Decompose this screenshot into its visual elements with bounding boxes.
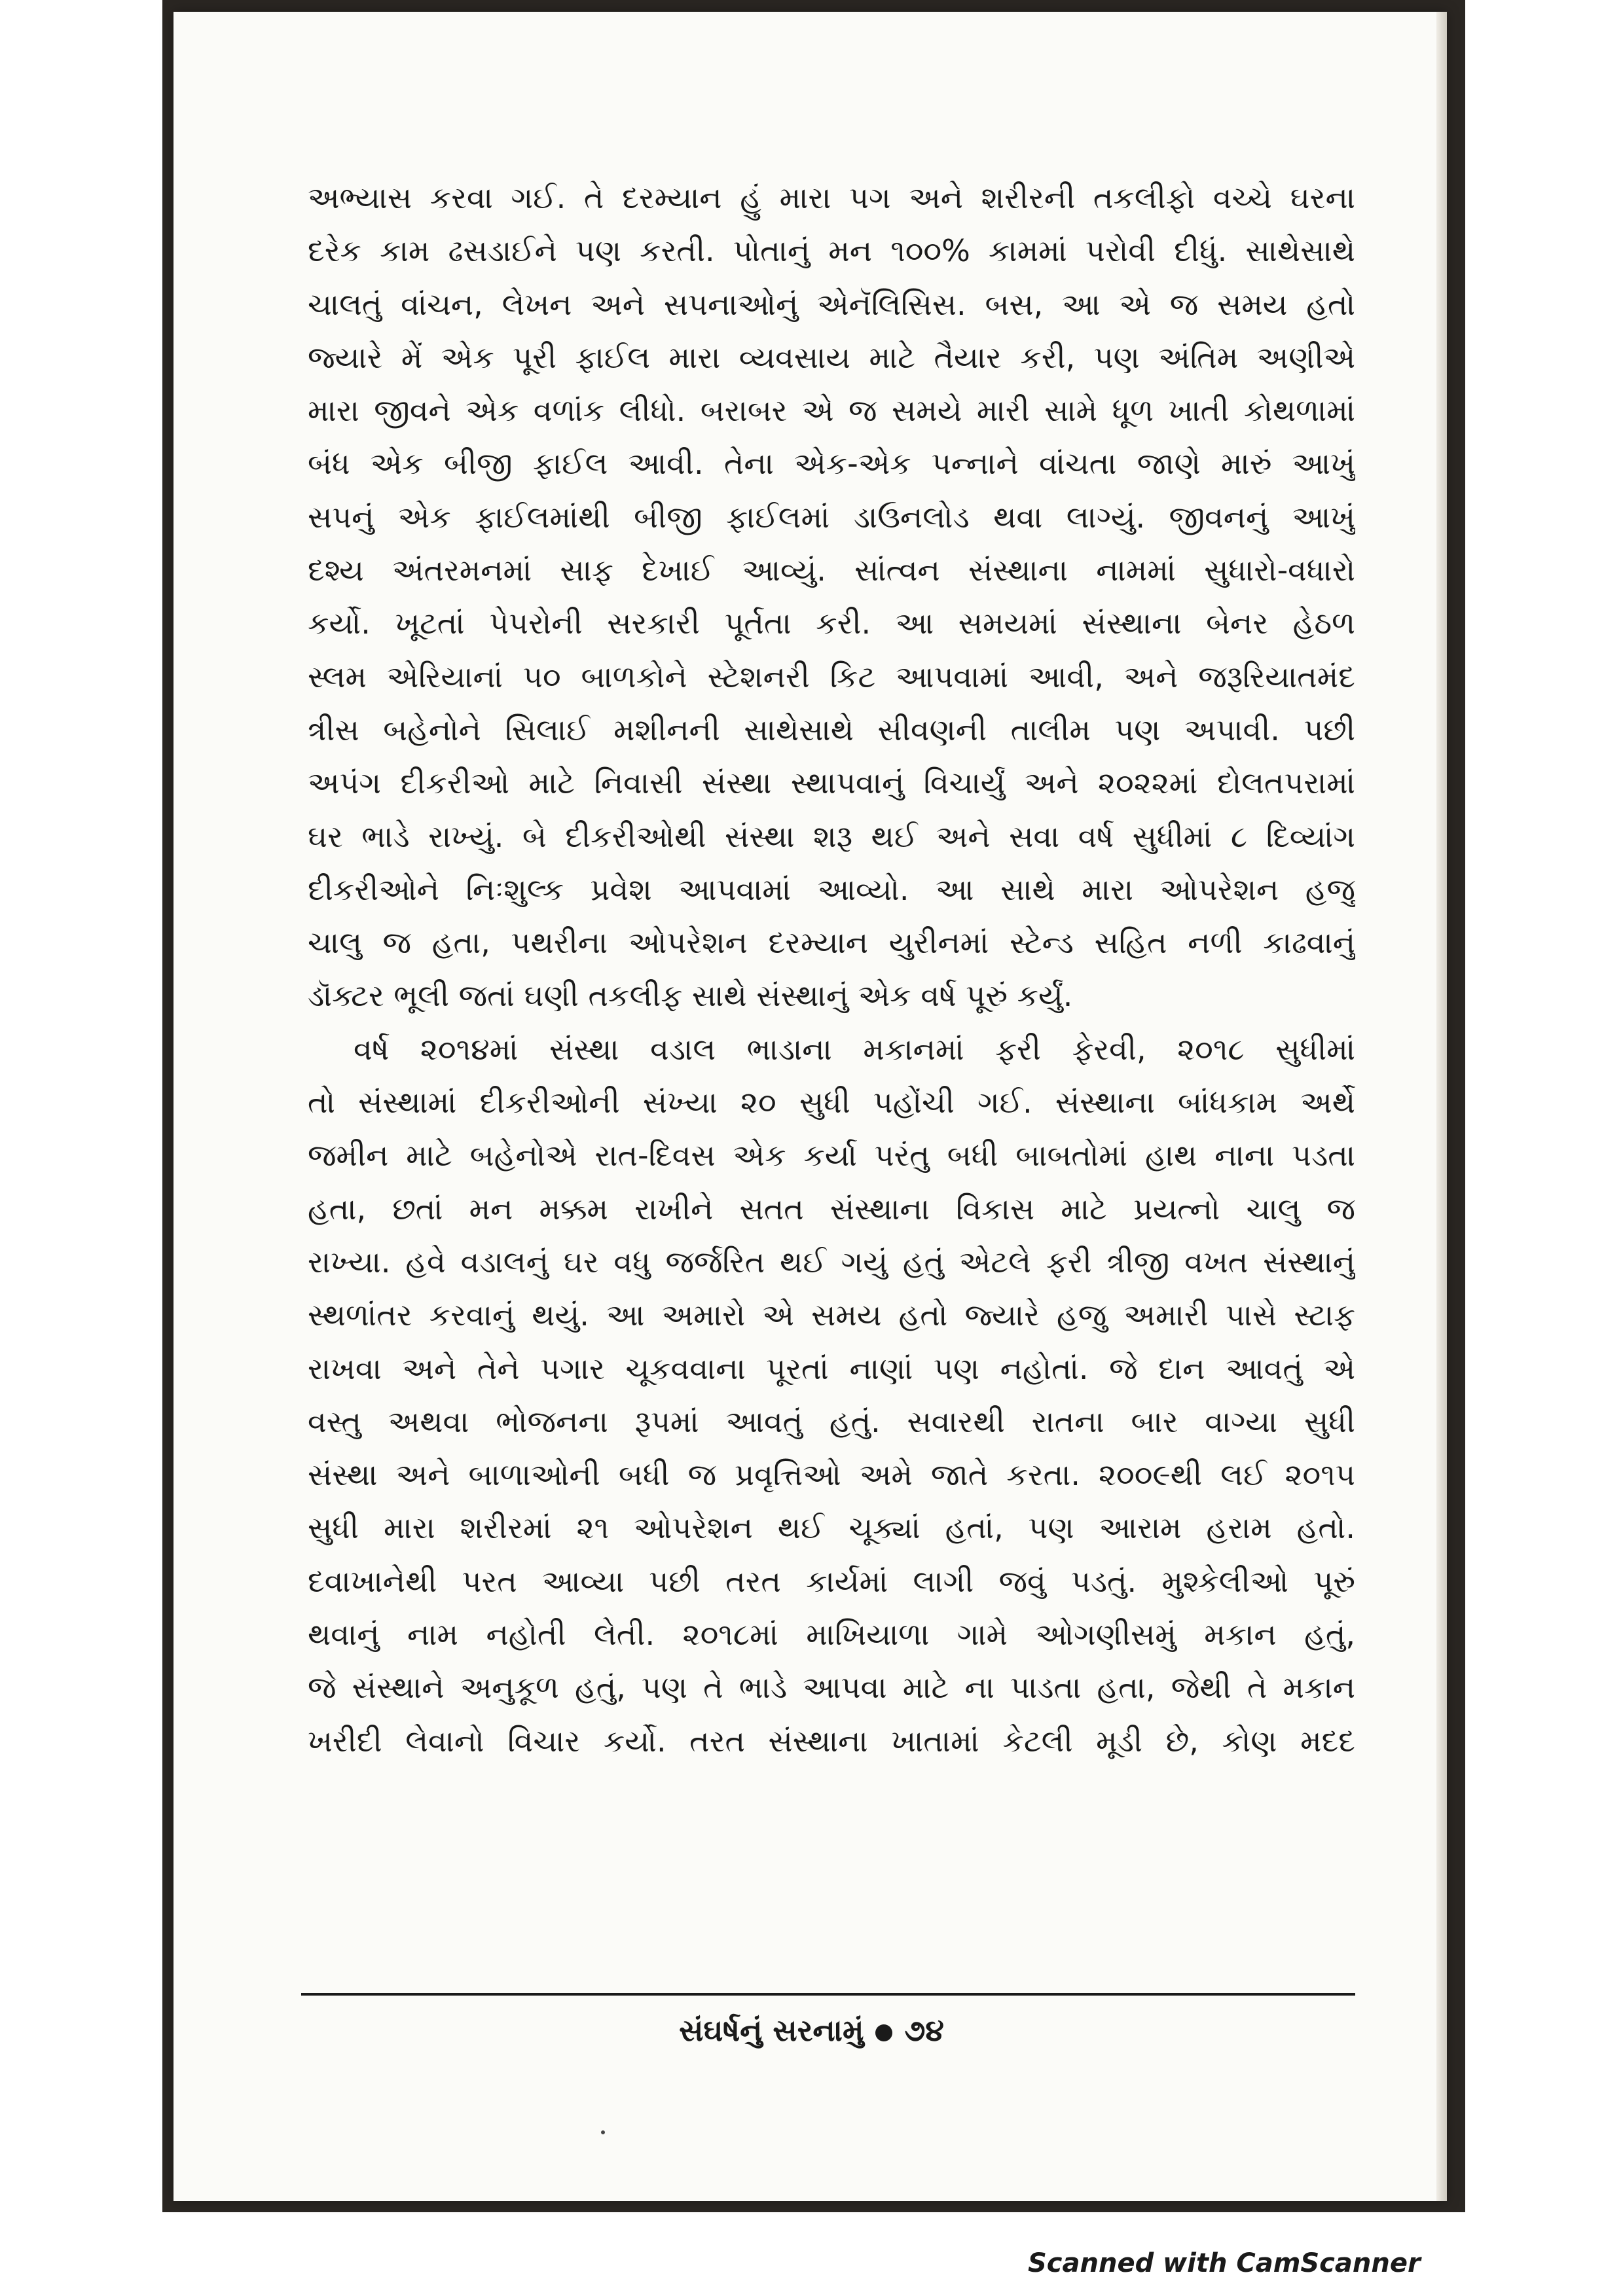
- page-footer: [0, 2013, 1623, 2049]
- body-line: સપનું એક ફાઈલમાંથી બીજી ફાઈલમાં ડાઉનલોડ થવા લાગ્યું. જીવનનું આખું: [308, 499, 1355, 535]
- paragraph-first-line: વર્ષ ૨૦૧૪માં સંસ્થા વડાલ ભાડાના મકાનમાં ફરી ફેરવી, ૨૦૧૮ સુધીમાં: [354, 1031, 1355, 1067]
- body-line: વસ્તુ અથવા ભોજનના રૂપમાં આવતું હતું. સવારથી રાતના બાર વાગ્યા સુધી: [308, 1403, 1355, 1439]
- body-line: સ્થળાંતર કરવાનું થયું. આ અમારો એ સમય હતો જ્યારે હજુ અમારી પાસે સ્ટાફ: [308, 1297, 1355, 1333]
- page-edge-shadow: [1436, 12, 1447, 2201]
- body-line: ડૉક્ટર ભૂલી જતાં ઘણી તકલીફ સાથે સંસ્થાનું એક વર્ષ પૂરું કર્યું.: [308, 978, 1073, 1014]
- body-line: થવાનું નામ નહોતી લેતી. ૨૦૧૮માં માખિયાળા ગામે ઓગણીસમું મકાન હતું,: [308, 1617, 1355, 1653]
- body-line: દરેક કામ ઢસડાઈને પણ કરતી. પોતાનું મન ૧૦૦% કામમાં પરોવી દીધું. સાથેસાથે: [308, 233, 1355, 269]
- scan-speck: [601, 2130, 605, 2134]
- body-line: ચાલુ જ હતા, પથરીના ઓપરેશન દરમ્યાન યુરીનમાં સ્ટેન્ડ સહિત નળી કાઢવાનું: [308, 925, 1355, 961]
- body-line: જમીન માટે બહેનોએ રાત-દિવસ એક કર્યા પરંતુ બધી બાબતોમાં હાથ નાના પડતા: [308, 1138, 1355, 1174]
- body-line: રાખ્યા. હવે વડાલનું ઘર વધુ જર્જરિત થઈ ગયું હતું એટલે ફરી ત્રીજી વખત સંસ્થાનું: [308, 1244, 1355, 1280]
- body-line: સંસ્થા અને બાળાઓની બધી જ પ્રવૃત્તિઓ અમે જાતે કરતા. ૨૦૦૯થી લઈ ૨૦૧૫: [308, 1457, 1355, 1493]
- body-line: મારા જીવને એક વળાંક લીધો. બરાબર એ જ સમયે મારી સામે ધૂળ ખાતી કોથળામાં: [308, 393, 1355, 429]
- body-line: તો સંસ્થામાં દીકરીઓની સંખ્યા ૨૦ સુધી પહોંચી ગઈ. સંસ્થાના બાંધકામ અર્થે: [308, 1085, 1355, 1121]
- body-line: દશ્ય અંતરમનમાં સાફ દેખાઈ આવ્યું. સાંત્વન સંસ્થાના નામમાં સુધારો-વધારો: [308, 552, 1355, 588]
- body-line: હતા, છતાં મન મક્કમ રાખીને સતત સંસ્થાના વિકાસ માટે પ્રયત્નો ચાલુ જ: [308, 1191, 1355, 1227]
- body-line: કર્યો. ખૂટતાં પેપરોની સરકારી પૂર્તતા કરી. આ સમયમાં સંસ્થાના બેનર હેઠળ: [308, 605, 1355, 641]
- body-line: દવાખાનેથી પરત આવ્યા પછી તરત કાર્યમાં લાગી જવું પડતું. મુશ્કેલીઓ પૂરું: [308, 1563, 1355, 1599]
- body-line: દીકરીઓને નિઃશુલ્ક પ્રવેશ આપવામાં આવ્યો. આ સાથે મારા ઓપરેશન હજુ: [308, 871, 1355, 907]
- bullet-icon: [875, 2024, 892, 2041]
- footer-rule: [301, 1993, 1355, 1996]
- body-line: સ્લમ એરિયાનાં ૫૦ બાળકોને સ્ટેશનરી કિટ આપવામાં આવી, અને જરૂરિયાતમંદ: [308, 658, 1355, 694]
- body-line: અભ્યાસ કરવા ગઈ. તે દરમ્યાન હું મારા પગ અને શરીરની તકલીફો વચ્ચે ઘરના: [308, 180, 1355, 215]
- body-line: ઘર ભાડે રાખ્યું. બે દીકરીઓથી સંસ્થા શરૂ થઈ અને સવા વર્ષ સુધીમાં ૮ દિવ્યાંગ: [308, 818, 1355, 854]
- body-line: જ્યારે મેં એક પૂરી ફાઈલ મારા વ્યવસાય માટે તૈયાર કરી, પણ અંતિમ અણીએ: [308, 339, 1355, 375]
- body-line: ત્રીસ બહેનોને સિલાઈ મશીનની સાથેસાથે સીવણની તાલીમ પણ અપાવી. પછી: [308, 711, 1355, 747]
- page-number: ૭૪: [904, 2013, 944, 2048]
- book-title: સંઘર્ષનું સરનામું: [679, 2013, 864, 2048]
- scanner-watermark: Scanned with CamScanner: [1028, 2248, 1421, 2278]
- body-line: બંધ એક બીજી ફાઈલ આવી. તેના એક-એક પન્નાને વાંચતા જાણે મારું આખું: [308, 446, 1355, 482]
- body-line: સુધી મારા શરીરમાં ૨૧ ઓપરેશન થઈ ચૂક્યાં હતાં, પણ આરામ હરામ હતો.: [308, 1510, 1355, 1546]
- body-text: [308, 171, 1355, 1768]
- body-line: ખરીદી લેવાનો વિચાર કર્યો. તરત સંસ્થાના ખાતામાં કેટલી મૂડી છે, કોણ મદદ: [308, 1723, 1355, 1759]
- body-line: અપંગ દીકરીઓ માટે નિવાસી સંસ્થા સ્થાપવાનું વિચાર્યું અને ૨૦૨૨માં દોલતપરામાં: [308, 765, 1355, 801]
- body-line: ચાલતું વાંચન, લેખન અને સપનાઓનું એનૅલિસિસ. બસ, આ એ જ સમય હતો: [308, 286, 1355, 322]
- body-line: જે સંસ્થાને અનુકૂળ હતું, પણ તે ભાડે આપવા માટે ના પાડતા હતા, જેથી તે મકાન: [308, 1670, 1355, 1706]
- body-line: રાખવા અને તેને પગાર ચૂકવવાના પૂરતાં નાણાં પણ નહોતાં. જે દાન આવતું એ: [308, 1350, 1355, 1386]
